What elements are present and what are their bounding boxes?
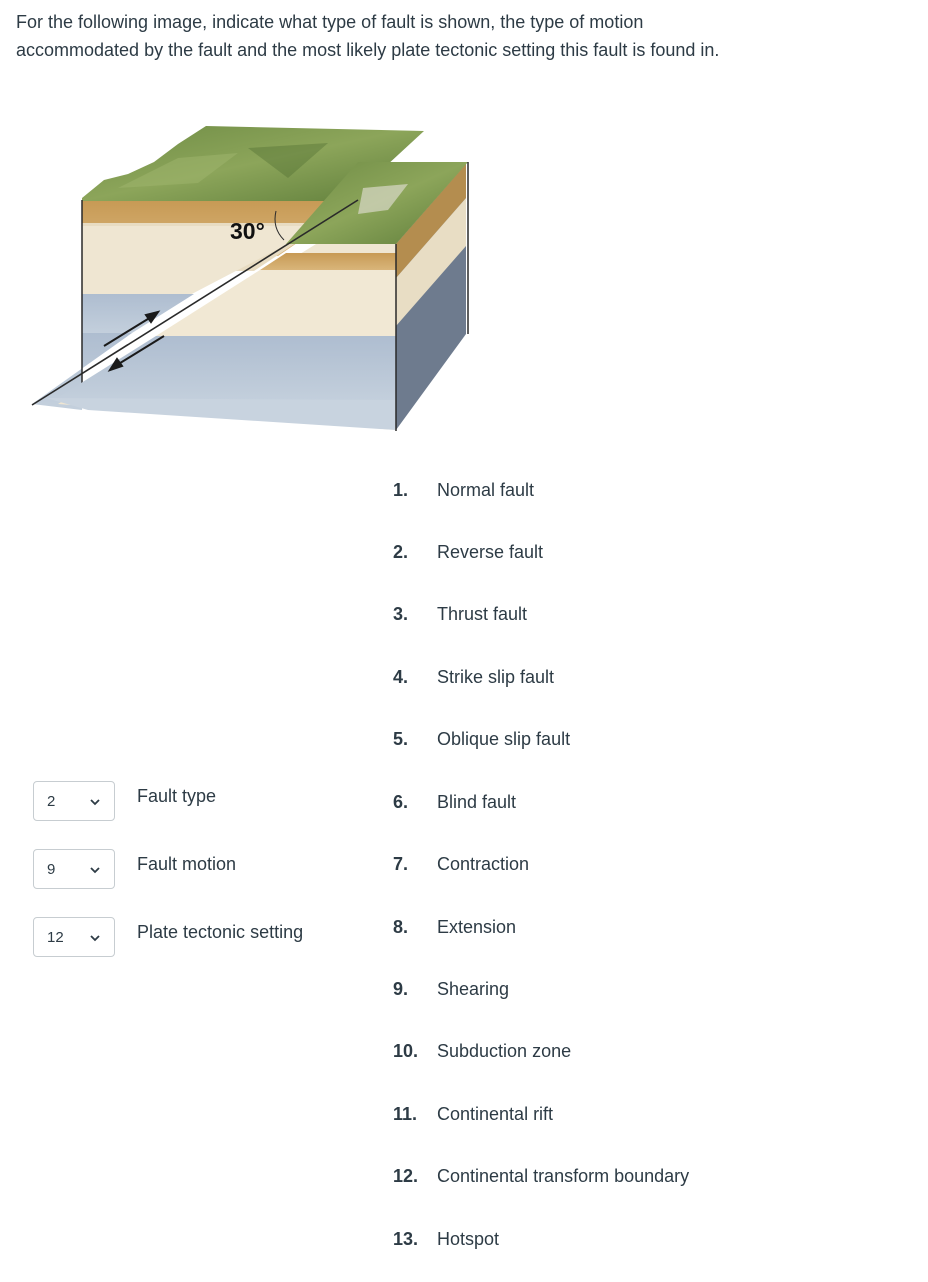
option-number: 10. xyxy=(393,1041,419,1061)
angle-label: 30° xyxy=(230,218,265,244)
fault-type-select[interactable] xyxy=(33,781,115,821)
chevron-down-icon xyxy=(89,933,101,943)
fault-block-diagram xyxy=(28,118,478,436)
chevron-down-icon xyxy=(89,797,101,807)
option-number: 5. xyxy=(393,729,409,749)
fault-motion-label: Fault motion xyxy=(137,854,237,874)
option-text: Hotspot xyxy=(437,1229,500,1249)
selected-value: 9 xyxy=(47,861,56,878)
selected-value: 12 xyxy=(47,929,64,946)
option-text: Contraction xyxy=(437,854,530,874)
option-number: 12. xyxy=(393,1166,419,1186)
option-number: 2. xyxy=(393,542,409,562)
option-text: Reverse fault xyxy=(437,542,544,562)
option-number: 1. xyxy=(393,480,409,500)
option-number: 11. xyxy=(393,1104,418,1124)
fault-type-label: Fault type xyxy=(137,786,217,806)
option-number: 4. xyxy=(393,667,409,687)
option-number: 13. xyxy=(393,1229,419,1249)
plate-setting-select[interactable] xyxy=(33,917,115,957)
chevron-down-icon xyxy=(89,865,101,875)
option-number: 7. xyxy=(393,854,409,874)
option-number: 6. xyxy=(393,792,409,812)
option-text: Normal fault xyxy=(437,480,535,500)
fault-motion-select[interactable] xyxy=(33,849,115,889)
option-text: Blind fault xyxy=(437,792,517,812)
option-text: Subduction zone xyxy=(437,1041,572,1061)
option-text: Continental rift xyxy=(437,1104,554,1124)
option-text: Extension xyxy=(437,917,517,937)
option-text: Oblique slip fault xyxy=(437,729,571,749)
option-number: 3. xyxy=(393,604,409,624)
option-text: Thrust fault xyxy=(437,604,528,624)
option-number: 9. xyxy=(393,979,409,999)
option-text: Shearing xyxy=(437,979,510,999)
option-text: Continental transform boundary xyxy=(437,1166,690,1186)
plate-setting-label: Plate tectonic setting xyxy=(137,922,304,942)
option-text: Strike slip fault xyxy=(437,667,555,687)
question-text: For the following image, indicate what type of fault is shown, the type of motion accommodated by the fault and the most likely plate tectonic setting this fault is found in. xyxy=(16,12,720,60)
option-number: 8. xyxy=(393,917,409,937)
selected-value: 2 xyxy=(47,793,56,810)
